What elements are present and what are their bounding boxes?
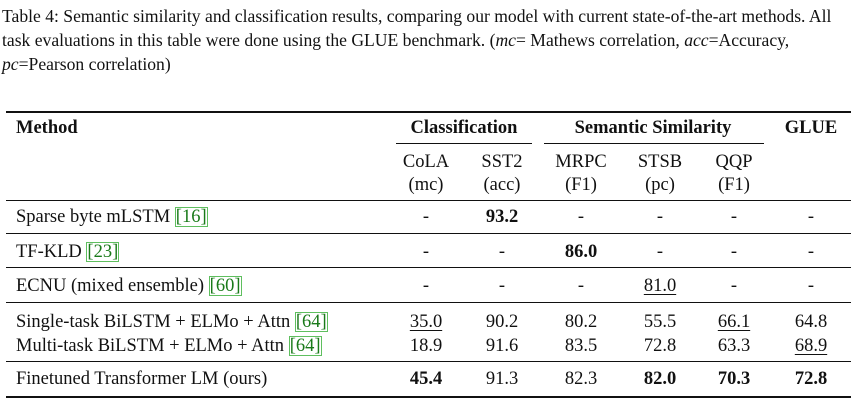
- table-cell: [486, 335, 518, 357]
- table-cell: [795, 335, 827, 357]
- table-cell: [644, 275, 676, 297]
- table-cell: [731, 206, 737, 228]
- table-cell: [486, 368, 518, 390]
- cell-value: 18.9: [409, 336, 443, 356]
- header-classification: Classification: [410, 118, 518, 138]
- row-method: [16, 206, 208, 228]
- header-bottom-rule: [6, 200, 851, 201]
- table-cell: [808, 275, 814, 297]
- table-cell: [718, 335, 750, 357]
- table-cell: [423, 206, 429, 228]
- subheader-stsb: STSB: [637, 152, 683, 172]
- cell-value: 86.0: [564, 242, 598, 262]
- table-caption: Table 4: Semantic similarity and classification results, comparing our model with current state-of-the-art methods. All task evaluations in this table were done using the GLUE benchmark. (mc= Mathews correlation, acc=Accuracy, pc=Pearson correlation): [2, 6, 832, 74]
- table-cell: [808, 241, 814, 263]
- cell-value: 64.8: [794, 312, 828, 332]
- row-method: [16, 241, 119, 263]
- header-method: Method: [16, 118, 78, 138]
- table-cell: [644, 335, 676, 357]
- cell-value: 93.2: [485, 207, 519, 227]
- method-name: TF-KLD: [16, 242, 87, 262]
- table-cell: [644, 368, 676, 390]
- table-cell: [423, 241, 429, 263]
- cell-value: -: [577, 276, 585, 296]
- cell-value: -: [498, 242, 506, 262]
- cell-value: 68.9: [794, 336, 828, 356]
- cell-value: 66.1: [717, 312, 751, 332]
- cell-value: -: [422, 276, 430, 296]
- classification-group-rule: [396, 143, 532, 144]
- cell-value: -: [656, 242, 664, 262]
- subheader-sst2: SST2: [481, 152, 523, 172]
- cell-value: 91.3: [485, 369, 519, 389]
- semantic-group-rule: [544, 143, 764, 144]
- cell-value: 35.0: [409, 312, 443, 332]
- table-cell: [718, 311, 750, 333]
- subheader-mrpc: MRPC: [555, 152, 607, 172]
- cell-value: -: [730, 242, 738, 262]
- table-cell: [657, 206, 663, 228]
- row-separator: [6, 233, 851, 234]
- cell-value: -: [807, 276, 815, 296]
- cell-value: -: [577, 207, 585, 227]
- row-method: [16, 275, 242, 297]
- table-cell: [410, 335, 442, 357]
- table-top-rule: [6, 111, 851, 113]
- table-cell: [499, 275, 505, 297]
- table-cell: [410, 368, 442, 390]
- header-semantic-similarity: Semantic Similarity: [574, 118, 732, 138]
- method-name: Sparse byte mLSTM: [16, 207, 175, 227]
- cell-value: -: [422, 207, 430, 227]
- table-cell: [565, 335, 597, 357]
- table-cell: [808, 206, 814, 228]
- table-cell: [410, 311, 442, 333]
- table-cell: [486, 206, 518, 228]
- citation-link[interactable]: [60]: [209, 276, 241, 296]
- table-cell: [499, 241, 505, 263]
- subheader-metric-sst2: (acc): [483, 175, 521, 195]
- row-method: [16, 311, 328, 333]
- subheader-metric-cola: (mc): [408, 175, 444, 195]
- cell-value: -: [498, 276, 506, 296]
- cell-value: 82.0: [643, 369, 677, 389]
- table-cell: [423, 275, 429, 297]
- row-separator: [6, 267, 851, 268]
- row-separator: [6, 361, 851, 362]
- row-separator: [6, 302, 851, 303]
- cell-value: 81.0: [643, 276, 677, 296]
- cell-value: 72.8: [643, 336, 677, 356]
- table-cell: [795, 368, 827, 390]
- table-cell: [565, 311, 597, 333]
- cell-value: 45.4: [409, 369, 443, 389]
- table-cell: [578, 275, 584, 297]
- table-cell: [731, 275, 737, 297]
- cell-value: 70.3: [717, 369, 751, 389]
- subheader-cola: CoLA: [402, 152, 450, 172]
- citation-link[interactable]: [16]: [175, 207, 207, 227]
- table-cell: [731, 241, 737, 263]
- table-cell: [565, 241, 597, 263]
- cell-value: 91.6: [485, 336, 519, 356]
- method-name: ECNU (mixed ensemble): [16, 276, 209, 296]
- method-name: Multi-task BiLSTM + ELMo + Attn: [16, 336, 289, 356]
- header-glue: GLUE: [784, 118, 838, 138]
- row-method: [16, 368, 267, 390]
- cell-value: -: [807, 242, 815, 262]
- subheader-metric-mrpc: (F1): [565, 175, 597, 195]
- cell-value: -: [730, 276, 738, 296]
- table-cell: [795, 311, 827, 333]
- table-bottom-rule: [6, 396, 851, 398]
- cell-value: -: [656, 207, 664, 227]
- cell-value: 63.3: [717, 336, 751, 356]
- table-cell: [657, 241, 663, 263]
- citation-link[interactable]: [64]: [289, 336, 321, 356]
- cell-value: 72.8: [794, 369, 828, 389]
- citation-link[interactable]: [64]: [295, 312, 327, 332]
- subheader-qqp: QQP: [715, 152, 753, 172]
- cell-value: 90.2: [485, 312, 519, 332]
- table-cell: [565, 368, 597, 390]
- method-name: Single-task BiLSTM + ELMo + Attn: [16, 312, 295, 332]
- cell-value: 82.3: [564, 369, 598, 389]
- table-cell: [644, 311, 676, 333]
- cell-value: -: [730, 207, 738, 227]
- table-cell: [718, 368, 750, 390]
- cell-value: 80.2: [564, 312, 598, 332]
- method-name: Finetuned Transformer LM (ours): [16, 369, 268, 389]
- table-cell: [486, 311, 518, 333]
- subheader-metric-stsb: (pc): [645, 175, 675, 195]
- cell-value: -: [807, 207, 815, 227]
- row-method: [16, 335, 322, 357]
- cell-value: -: [422, 242, 430, 262]
- cell-value: 83.5: [564, 336, 598, 356]
- subheader-metric-qqp: (F1): [718, 175, 750, 195]
- citation-link[interactable]: [23]: [87, 242, 119, 262]
- table-cell: [578, 206, 584, 228]
- cell-value: 55.5: [643, 312, 677, 332]
